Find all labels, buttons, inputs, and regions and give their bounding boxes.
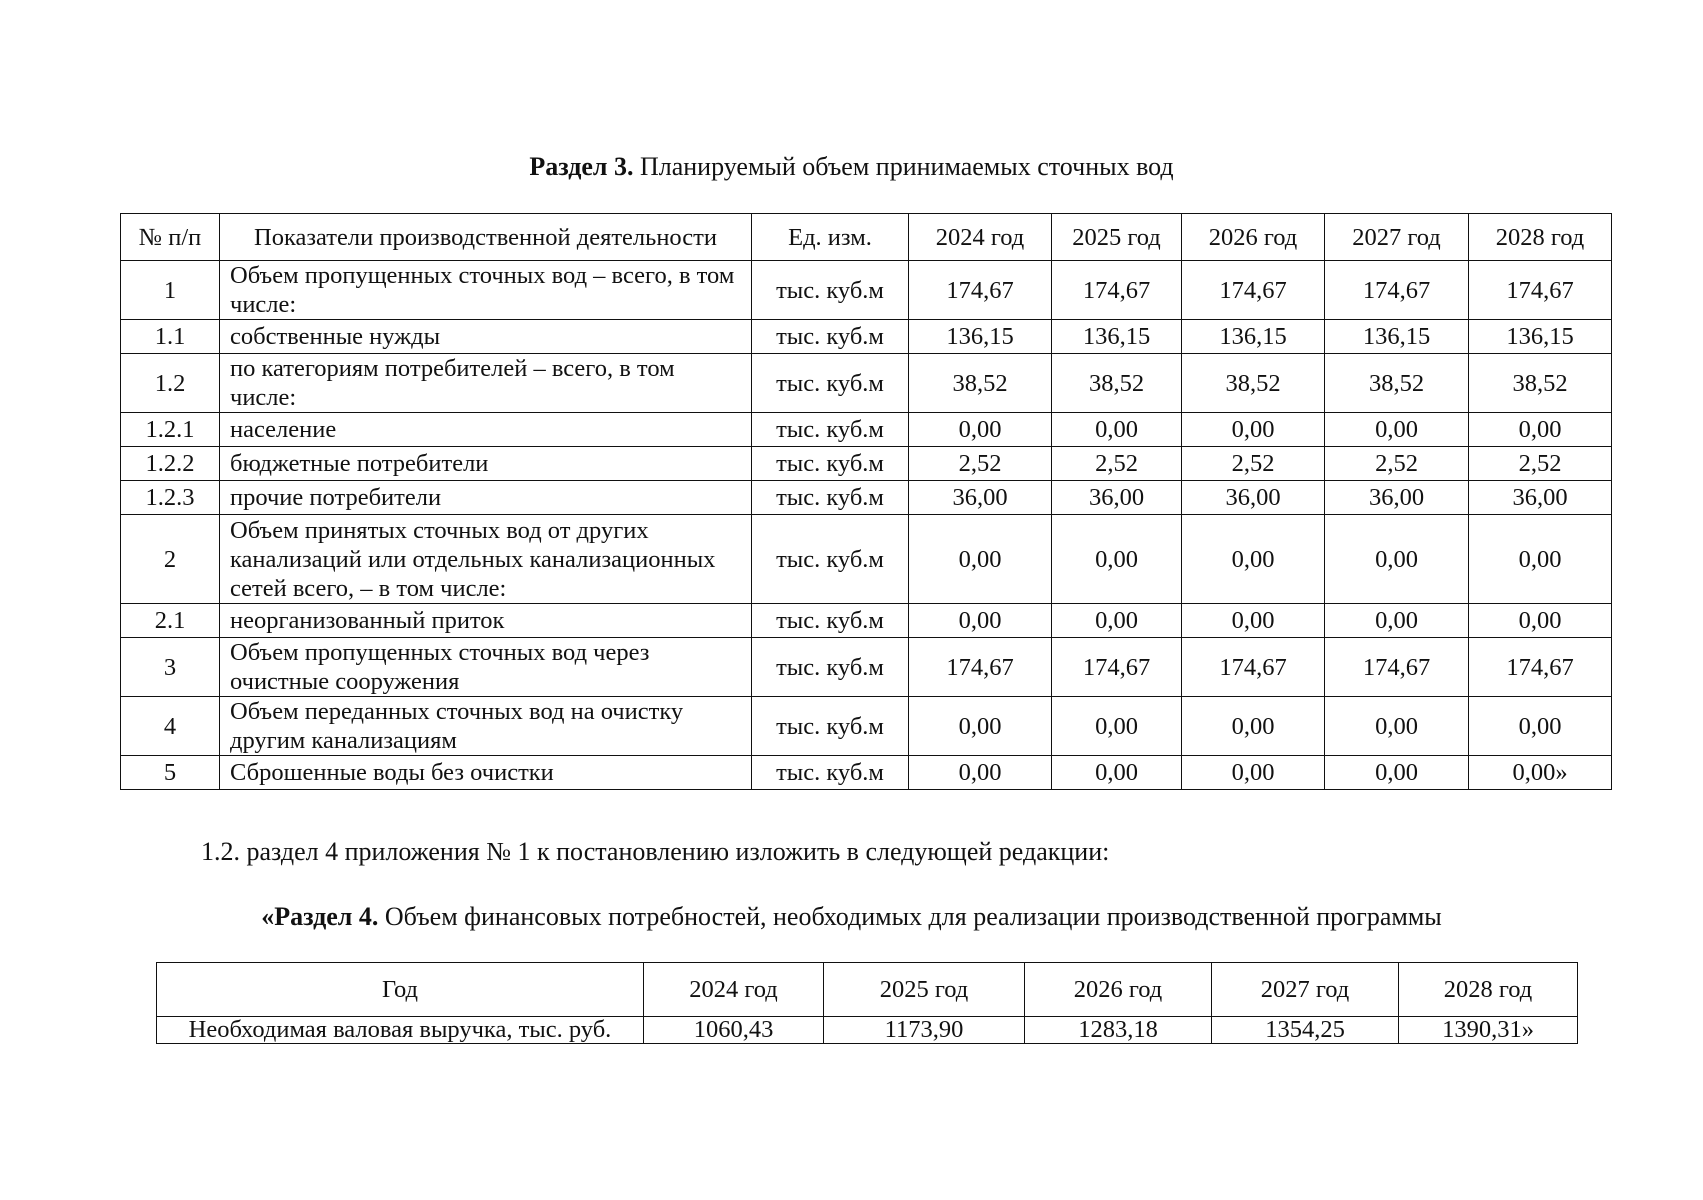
section3-row-indicator: прочие потребители	[220, 481, 752, 515]
section4-row-label: Необходимая валовая выручка, тыс. руб.	[157, 1017, 644, 1044]
section3-row-value: 0,00	[1182, 756, 1325, 790]
section3-row-indicator: бюджетные потребители	[220, 447, 752, 481]
section3-row	[121, 261, 1612, 320]
section3-row-value: 0,00	[1052, 756, 1182, 790]
section3-header-cell: 2027 год	[1325, 214, 1469, 261]
section3-row-unit: тыс. куб.м	[752, 354, 909, 413]
section3-row-value: 136,15	[1052, 320, 1182, 354]
section3-row-value: 38,52	[1469, 354, 1612, 413]
section3-row-value: 0,00	[1182, 515, 1325, 604]
section3-row-number: 1.2.3	[121, 481, 220, 515]
section3-header-cell: 2025 год	[1052, 214, 1182, 261]
section3-row-unit: тыс. куб.м	[752, 515, 909, 604]
section3-row-number: 4	[121, 697, 220, 756]
section4-table	[156, 962, 1578, 1044]
section3-row	[121, 756, 1612, 790]
section3-row-value: 0,00	[1182, 413, 1325, 447]
section3-row-value: 0,00	[909, 756, 1052, 790]
section3-row-value: 0,00	[1469, 413, 1612, 447]
section4-header-row	[157, 963, 1578, 1017]
section3-row	[121, 320, 1612, 354]
section3-row-value: 36,00	[1182, 481, 1325, 515]
section3-row-value: 0,00	[909, 515, 1052, 604]
section3-row-value: 0,00	[909, 604, 1052, 638]
section3-row-value: 0,00	[1469, 697, 1612, 756]
section3-row-value: 0,00»	[1469, 756, 1612, 790]
section3-row-indicator: Объем переданных сточных вод на очистку другим канализациям	[220, 697, 752, 756]
section3-header-cell: Ед. изм.	[752, 214, 909, 261]
section3-row-number: 1.2.1	[121, 413, 220, 447]
paragraph-1-2: 1.2. раздел 4 приложения № 1 к постановлению изложить в следующей редакции:	[201, 837, 1110, 866]
section3-row-value: 174,67	[1182, 261, 1325, 320]
section3-row-value: 0,00	[1469, 604, 1612, 638]
section3-row-value: 174,67	[1469, 261, 1612, 320]
section3-row-value: 174,67	[1325, 261, 1469, 320]
section3-row-value: 38,52	[1052, 354, 1182, 413]
section3-row-number: 1.2.2	[121, 447, 220, 481]
section3-header-cell: Показатели производственной деятельности	[220, 214, 752, 261]
section3-row-value: 174,67	[1182, 638, 1325, 697]
section3-row-value: 0,00	[1052, 515, 1182, 604]
section3-row-number: 2	[121, 515, 220, 604]
section4-header-cell: 2025 год	[824, 963, 1025, 1017]
section3-row-value: 0,00	[1325, 756, 1469, 790]
section3-row-value: 174,67	[909, 638, 1052, 697]
section3-header-row	[121, 214, 1612, 261]
section3-row-indicator: Объем пропущенных сточных вод через очистные сооружения	[220, 638, 752, 697]
section3-row-value: 36,00	[1052, 481, 1182, 515]
section4-row-value: 1390,31»	[1399, 1017, 1578, 1044]
section3-row-value: 136,15	[1182, 320, 1325, 354]
section3-row-indicator: Объем принятых сточных вод от других канализаций или отдельных канализационных сетей всего, – в том числе:	[220, 515, 752, 604]
section3-row-value: 2,52	[909, 447, 1052, 481]
section3-row-value: 38,52	[1182, 354, 1325, 413]
section4-row-value: 1354,25	[1212, 1017, 1399, 1044]
section3-row-unit: тыс. куб.м	[752, 604, 909, 638]
section3-row-value: 2,52	[1325, 447, 1469, 481]
section4-title	[0, 901, 1703, 933]
section3-row	[121, 447, 1612, 481]
section3-row-unit: тыс. куб.м	[752, 261, 909, 320]
section4-row-value: 1173,90	[824, 1017, 1025, 1044]
section3-row	[121, 481, 1612, 515]
section3-row-value: 0,00	[1325, 697, 1469, 756]
section3-row-unit: тыс. куб.м	[752, 447, 909, 481]
section3-header-cell: 2024 год	[909, 214, 1052, 261]
section3-row-value: 0,00	[909, 413, 1052, 447]
section4-data-row	[157, 1017, 1578, 1044]
section4-header-cell: 2024 год	[644, 963, 824, 1017]
section3-row-value: 174,67	[909, 261, 1052, 320]
section3-row	[121, 638, 1612, 697]
section3-row-value: 136,15	[909, 320, 1052, 354]
section3-row-value: 36,00	[1469, 481, 1612, 515]
section3-row-value: 174,67	[1052, 261, 1182, 320]
section3-row-value: 0,00	[1325, 413, 1469, 447]
section3-row-indicator: неорганизованный приток	[220, 604, 752, 638]
section4-title-bold: «Раздел 4.	[261, 902, 379, 931]
section3-row-indicator: Объем пропущенных сточных вод – всего, в том числе:	[220, 261, 752, 320]
section3-row-value: 38,52	[1325, 354, 1469, 413]
section3-row	[121, 413, 1612, 447]
section4-row-value: 1283,18	[1025, 1017, 1212, 1044]
section3-row-value: 38,52	[909, 354, 1052, 413]
section3-row-value: 2,52	[1052, 447, 1182, 481]
section3-row-indicator: собственные нужды	[220, 320, 752, 354]
section3-row	[121, 697, 1612, 756]
section3-row-number: 1	[121, 261, 220, 320]
section3-row-value: 0,00	[1182, 604, 1325, 638]
section3-row-value: 0,00	[1182, 697, 1325, 756]
section3-row-value: 0,00	[1469, 515, 1612, 604]
section3-title	[0, 151, 1703, 183]
section3-header-cell: 2026 год	[1182, 214, 1325, 261]
section3-row-unit: тыс. куб.м	[752, 481, 909, 515]
section3-row-value: 0,00	[1052, 413, 1182, 447]
section3-row-value: 2,52	[1182, 447, 1325, 481]
section3-row-value: 0,00	[1052, 697, 1182, 756]
section3-row-value: 2,52	[1469, 447, 1612, 481]
section3-row-indicator: Сброшенные воды без очистки	[220, 756, 752, 790]
section3-row-indicator: население	[220, 413, 752, 447]
section3-row-unit: тыс. куб.м	[752, 638, 909, 697]
section3-row-value: 0,00	[1325, 604, 1469, 638]
section3-row-value: 174,67	[1052, 638, 1182, 697]
section3-row-value: 136,15	[1325, 320, 1469, 354]
section3-row	[121, 354, 1612, 413]
section4-header-cell: 2027 год	[1212, 963, 1399, 1017]
section3-header-cell: 2028 год	[1469, 214, 1612, 261]
section3-header-cell: № п/п	[121, 214, 220, 261]
section3-row-unit: тыс. куб.м	[752, 413, 909, 447]
section3-row	[121, 515, 1612, 604]
section4-title-text: Объем финансовых потребностей, необходимых для реализации производственной программы	[378, 902, 1442, 931]
section3-table	[120, 213, 1612, 790]
section3-row-number: 1.1	[121, 320, 220, 354]
section3-row-unit: тыс. куб.м	[752, 697, 909, 756]
section3-row-number: 2.1	[121, 604, 220, 638]
section3-row-value: 36,00	[1325, 481, 1469, 515]
section4-header-cell: Год	[157, 963, 644, 1017]
section3-row-number: 5	[121, 756, 220, 790]
section3-row-number: 3	[121, 638, 220, 697]
section3-row-value: 0,00	[1325, 515, 1469, 604]
section3-row-value: 0,00	[1052, 604, 1182, 638]
section3-row-unit: тыс. куб.м	[752, 756, 909, 790]
section4-header-cell: 2026 год	[1025, 963, 1212, 1017]
section3-row-number: 1.2	[121, 354, 220, 413]
section3-row-value: 174,67	[1469, 638, 1612, 697]
section3-row-value: 174,67	[1325, 638, 1469, 697]
section4-header-cell: 2028 год	[1399, 963, 1578, 1017]
section3-row-value: 36,00	[909, 481, 1052, 515]
section3-title-text: Планируемый объем принимаемых сточных вод	[633, 152, 1174, 181]
section3-row-unit: тыс. куб.м	[752, 320, 909, 354]
section3-title-bold: Раздел 3.	[529, 152, 634, 181]
section3-row-value: 0,00	[909, 697, 1052, 756]
section3-row	[121, 604, 1612, 638]
section4-row-value: 1060,43	[644, 1017, 824, 1044]
section3-row-indicator: по категориям потребителей – всего, в том числе:	[220, 354, 752, 413]
section3-row-value: 136,15	[1469, 320, 1612, 354]
